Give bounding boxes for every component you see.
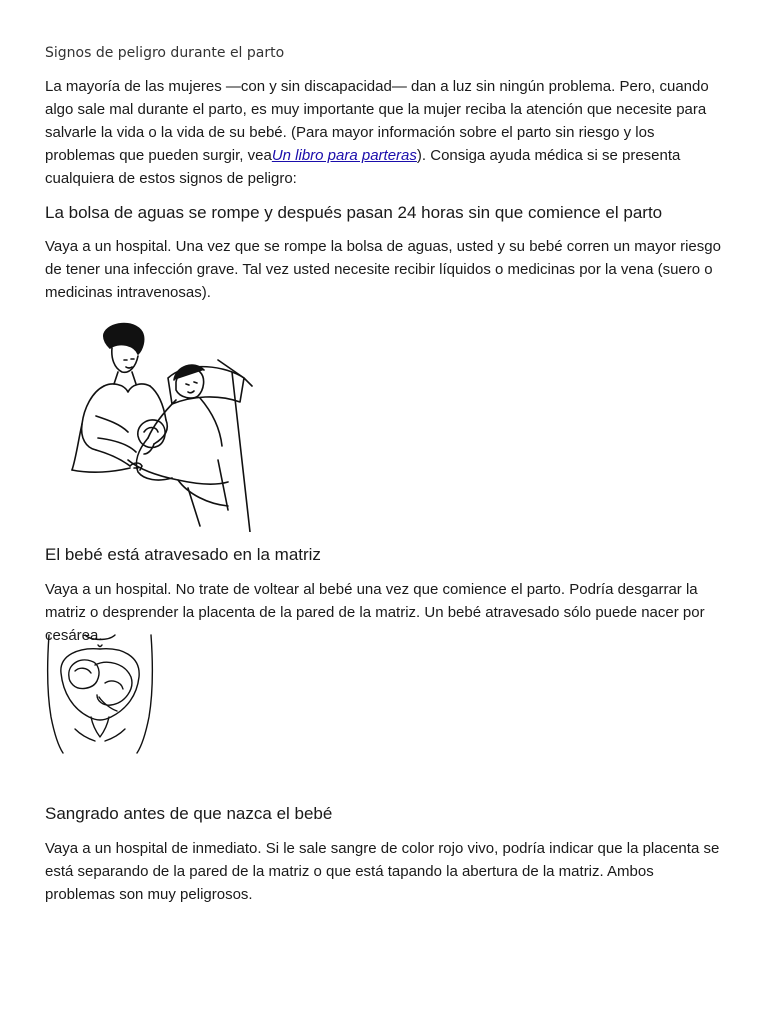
book-link[interactable]: Un libro para parteras <box>271 147 417 164</box>
intro-paragraph <box>45 75 725 190</box>
section-body-transverse-baby: Vaya a un hospital. No trate de voltear al bebé una vez que comience el parto. Podría desgarrar la matriz o desprender la placenta de la pared de la matriz. Un bebé atravesado sólo puede nacer por cesárea. <box>45 581 705 644</box>
section-body-bleeding: Vaya a un hospital de inmediato. Si le sale sangre de color rojo vivo, podría indicar que la placenta se está separando de la pared de la matriz o que está tapando la abertura de la matriz. Ambos problemas son muy peligrosos. <box>45 840 720 903</box>
intro-text-before-link: La mayoría de las mujeres —con y sin discapacidad— dan a luz sin ningún problema. Pero, cuando algo sale mal durante el parto, es muy importante que la mujer reciba la atención que necesite para salvarle la vida o la vida de su bebé. (Para mayor información sobre el parto sin riesgo y los problemas que pueden surgir, vea <box>45 78 709 164</box>
page-title: Signos de peligro durante el parto <box>45 45 285 61</box>
section-heading-transverse-baby: El bebé está atravesado en la matriz <box>45 545 321 564</box>
section-heading-waters-broken: La bolsa de aguas se rompe y después pasan 24 horas sin que comience el parto <box>45 203 663 222</box>
section-body-waters-broken: Vaya a un hospital. Una vez que se rompe la bolsa de aguas, usted y su bebé corren un mayor riesgo de tener una infección grave. Tal vez usted necesite recibir líquidos o medicinas por la vena (suero o medicinas intravenosas). <box>45 238 721 301</box>
intro-text-after-link: ). Consiga ayuda médica si se presenta cualquiera de estos signos de peligro: <box>45 147 681 187</box>
transverse-baby-illustration <box>45 633 155 755</box>
midwife-examining-woman-illustration <box>68 320 253 532</box>
section-heading-bleeding: Sangrado antes de que nazca el bebé <box>45 804 333 823</box>
